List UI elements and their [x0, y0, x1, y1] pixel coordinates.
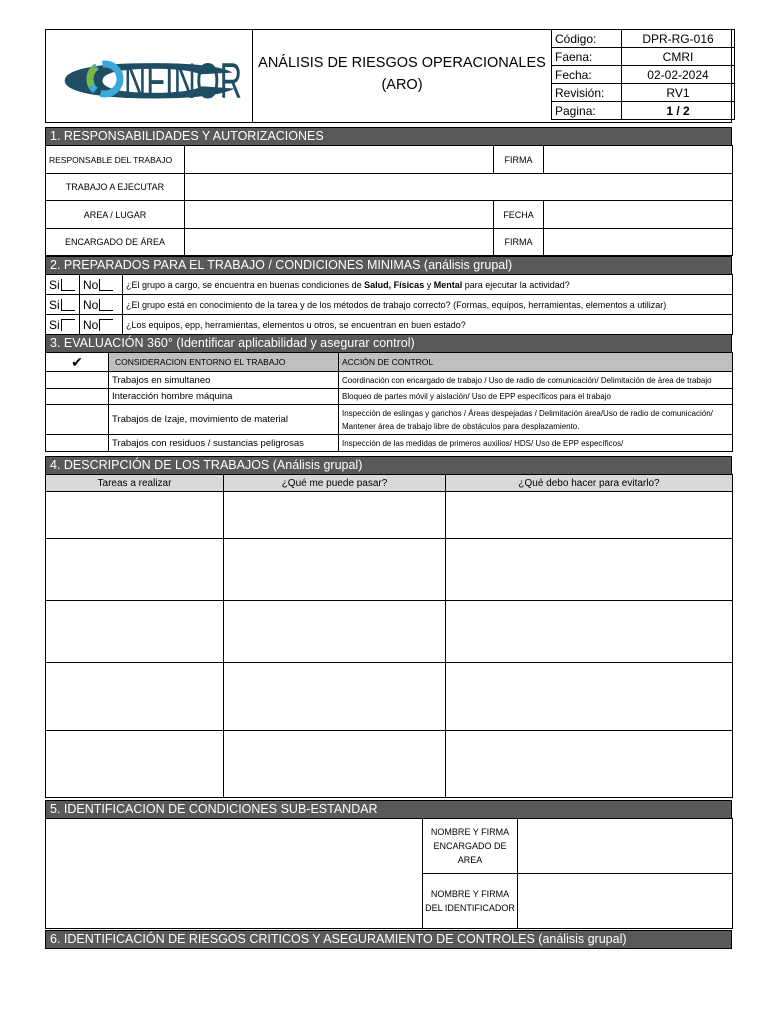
- question-2: ¿El grupo está en conocimiento de la tarea y de los métodos de trabajo correcto? (Formas, equipos, herramientas, elementos a utilizar): [123, 295, 733, 315]
- evaluation-row: [46, 389, 733, 405]
- section-1-title: 1. RESPONSABILIDADES Y AUTORIZACIONES: [45, 127, 732, 146]
- header-accion: ACCIÓN DE CONTROL: [339, 353, 733, 372]
- meta-label: Fecha:: [552, 66, 622, 84]
- responsable-field[interactable]: [185, 146, 494, 174]
- evaluation-row: [46, 435, 733, 452]
- question-3: ¿Los equipos, epp, herramientas, elementos u otros, se encuentran en buen estado?: [123, 315, 733, 335]
- control-cell[interactable]: [446, 663, 733, 731]
- evaluation-row: [46, 372, 733, 389]
- label-nombre-firma-identificador: NOMBRE Y FIRMA DEL IDENTIFICADOR: [423, 874, 518, 929]
- section-1-table: [45, 145, 733, 256]
- meta-table: [551, 29, 735, 120]
- q3-no[interactable]: No: [80, 315, 123, 335]
- label-responsable: RESPONSABLE DEL TRABAJO: [46, 146, 185, 174]
- meta-row: [552, 102, 735, 120]
- q1-no[interactable]: No: [80, 275, 123, 295]
- title-line-2: (ARO): [381, 77, 423, 93]
- section-2-table: [45, 274, 733, 335]
- header-que-pasar: ¿Qué me puede pasar?: [224, 475, 446, 492]
- section-4-table: [45, 474, 733, 798]
- riesgo-cell[interactable]: [224, 539, 446, 601]
- firma-field-1[interactable]: [544, 146, 733, 174]
- section-5-table: [45, 818, 733, 929]
- q3-si[interactable]: Si: [46, 315, 80, 335]
- tarea-cell[interactable]: [46, 539, 224, 601]
- meta-row: [552, 30, 735, 48]
- meta-label: Revisión:: [552, 84, 622, 102]
- consideracion-cell: Trabajos de Izaje, movimiento de material: [109, 405, 339, 435]
- label-area: AREA / LUGAR: [46, 201, 185, 229]
- document-title: [253, 52, 551, 96]
- trabajo-field[interactable]: [185, 174, 733, 201]
- label-trabajo: TRABAJO A EJECUTAR: [46, 174, 185, 201]
- section-6-title: 6. IDENTIFICACIÓN DE RIESGOS CRITICOS Y ASEGURAMIENTO DE CONTROLES (análisis grupal): [45, 930, 732, 949]
- sub-estandar-field[interactable]: [46, 819, 423, 929]
- consideracion-cell: Trabajos con residuos / sustancias peligrosas: [109, 435, 339, 452]
- label-firma-1: FIRMA: [494, 146, 544, 174]
- consideracion-cell: Trabajos en simultaneo: [109, 372, 339, 389]
- label-fecha: FECHA: [494, 201, 544, 229]
- meta-label: Código:: [552, 30, 622, 48]
- q1-si[interactable]: Si: [46, 275, 80, 295]
- firma-field-2[interactable]: [544, 229, 733, 256]
- section-3-title: 3. EVALUACIÓN 360° (Identificar aplicabilidad y asegurar control): [45, 334, 732, 353]
- header: [45, 29, 732, 123]
- control-cell[interactable]: [446, 492, 733, 539]
- accion-cell: Bloqueo de partes móvil y aislación/ Uso de EPP específicos para el trabajo: [339, 389, 733, 405]
- fecha-field[interactable]: [544, 201, 733, 229]
- tarea-cell[interactable]: [46, 731, 224, 798]
- section-4-title: 4. DESCRIPCIÓN DE LOS TRABAJOS (Análisis grupal): [45, 456, 732, 475]
- evaluation-row: [46, 405, 733, 435]
- area-field[interactable]: [185, 201, 494, 229]
- tarea-cell[interactable]: [46, 492, 224, 539]
- logo: [46, 30, 253, 122]
- accion-cell: Coordinación con encargado de trabajo / Uso de radio de comunicación/ Delimitación de área de trabajo: [339, 372, 733, 389]
- meta-value: CMRI: [622, 48, 735, 66]
- control-cell[interactable]: [446, 539, 733, 601]
- encargado-field[interactable]: [185, 229, 494, 256]
- svg-text:C: C: [54, 53, 242, 109]
- meta-label: Pagina:: [552, 102, 622, 120]
- consideracion-cell: Interacción hombre máquina: [109, 389, 339, 405]
- meta-value: RV1: [622, 84, 735, 102]
- nombre-firma-identificador-field[interactable]: [518, 874, 733, 929]
- label-nombre-firma-encargado: NOMBRE Y FIRMA ENCARGADO DE AREA: [423, 819, 518, 874]
- meta-value: 02-02-2024: [622, 66, 735, 84]
- applicability-checkbox[interactable]: [46, 405, 109, 435]
- applicability-checkbox[interactable]: [46, 389, 109, 405]
- applicability-checkbox[interactable]: [46, 372, 109, 389]
- meta-label: Faena:: [552, 48, 622, 66]
- meta-value: 1 / 2: [622, 102, 735, 120]
- question-1: ¿El grupo a cargo, se encuentra en buenas condiciones de Salud, Físicas y Mental para ejecutar la actividad?: [123, 275, 733, 295]
- header-que-hacer: ¿Qué debo hacer para evitarlo?: [446, 475, 733, 492]
- meta-row: [552, 84, 735, 102]
- q2-si[interactable]: Si: [46, 295, 80, 315]
- meta-row: [552, 66, 735, 84]
- riesgo-cell[interactable]: [224, 731, 446, 798]
- header-consideracion: CONSIDERACION ENTORNO EL TRABAJO: [109, 353, 339, 372]
- q2-no[interactable]: No: [80, 295, 123, 315]
- logo-mark: [46, 30, 251, 122]
- applicability-checkbox[interactable]: [46, 435, 109, 452]
- title-line-1: ANÁLISIS DE RIESGOS OPERACIONALES: [258, 55, 546, 71]
- meta-value: DPR-RG-016: [622, 30, 735, 48]
- label-firma-2: FIRMA: [494, 229, 544, 256]
- section-5-title: 5. IDENTIFICACION DE CONDICIONES SUB-ESTANDAR: [45, 800, 732, 819]
- label-encargado: ENCARGADO DE ÁREA: [46, 229, 185, 256]
- riesgo-cell[interactable]: [224, 601, 446, 663]
- header-tareas: Tareas a realizar: [46, 475, 224, 492]
- section-3-table: [45, 352, 733, 452]
- section-2-title: 2. PREPARADOS PARA EL TRABAJO / CONDICIONES MINIMAS (análisis grupal): [45, 256, 732, 275]
- tarea-cell[interactable]: [46, 663, 224, 731]
- nombre-firma-encargado-field[interactable]: [518, 819, 733, 874]
- riesgo-cell[interactable]: [224, 492, 446, 539]
- control-cell[interactable]: [446, 731, 733, 798]
- tarea-cell[interactable]: [46, 601, 224, 663]
- accion-cell: Inspección de eslingas y ganchos / Áreas despejadas / Delimitación área/Uso de radio de comunicación/ Mantener área de trabajo libre de obstáculos para desplazamiento.: [339, 405, 733, 435]
- accion-cell: Inspección de las medidas de primeros auxilios/ HDS/ Uso de EPP específicos/: [339, 435, 733, 452]
- check-icon: ✔: [46, 353, 109, 372]
- control-cell[interactable]: [446, 601, 733, 663]
- riesgo-cell[interactable]: [224, 663, 446, 731]
- meta-row: [552, 48, 735, 66]
- svg-text:NFINOR: NFINOR: [124, 53, 242, 109]
